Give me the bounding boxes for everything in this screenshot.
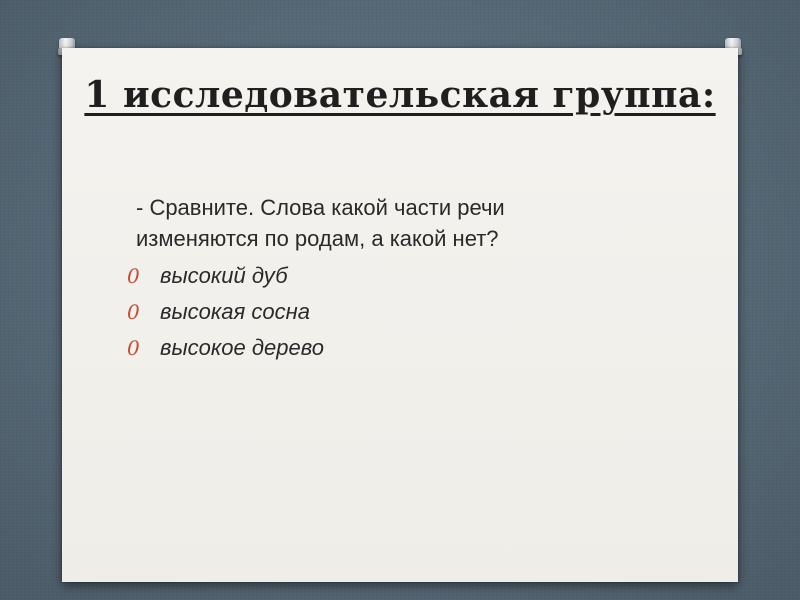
bullet-icon: 0 xyxy=(127,300,140,324)
list-item-text: высокий дуб xyxy=(160,263,288,288)
list-item-text: высокая сосна xyxy=(160,299,310,324)
list-item-text: высокое дерево xyxy=(160,335,324,360)
list-item xyxy=(127,262,616,290)
slide-title xyxy=(62,72,738,118)
list-item xyxy=(127,334,616,362)
bullet-icon: 0 xyxy=(127,336,140,360)
slide-content xyxy=(127,192,616,370)
slide-title-text: 1 исследовательская группа: xyxy=(84,74,716,116)
question-text: - Сравните. Слова какой части речи изменяются по родам, а какой нет? xyxy=(136,195,505,251)
list-item xyxy=(127,298,616,326)
bullet-icon: 0 xyxy=(127,264,140,288)
